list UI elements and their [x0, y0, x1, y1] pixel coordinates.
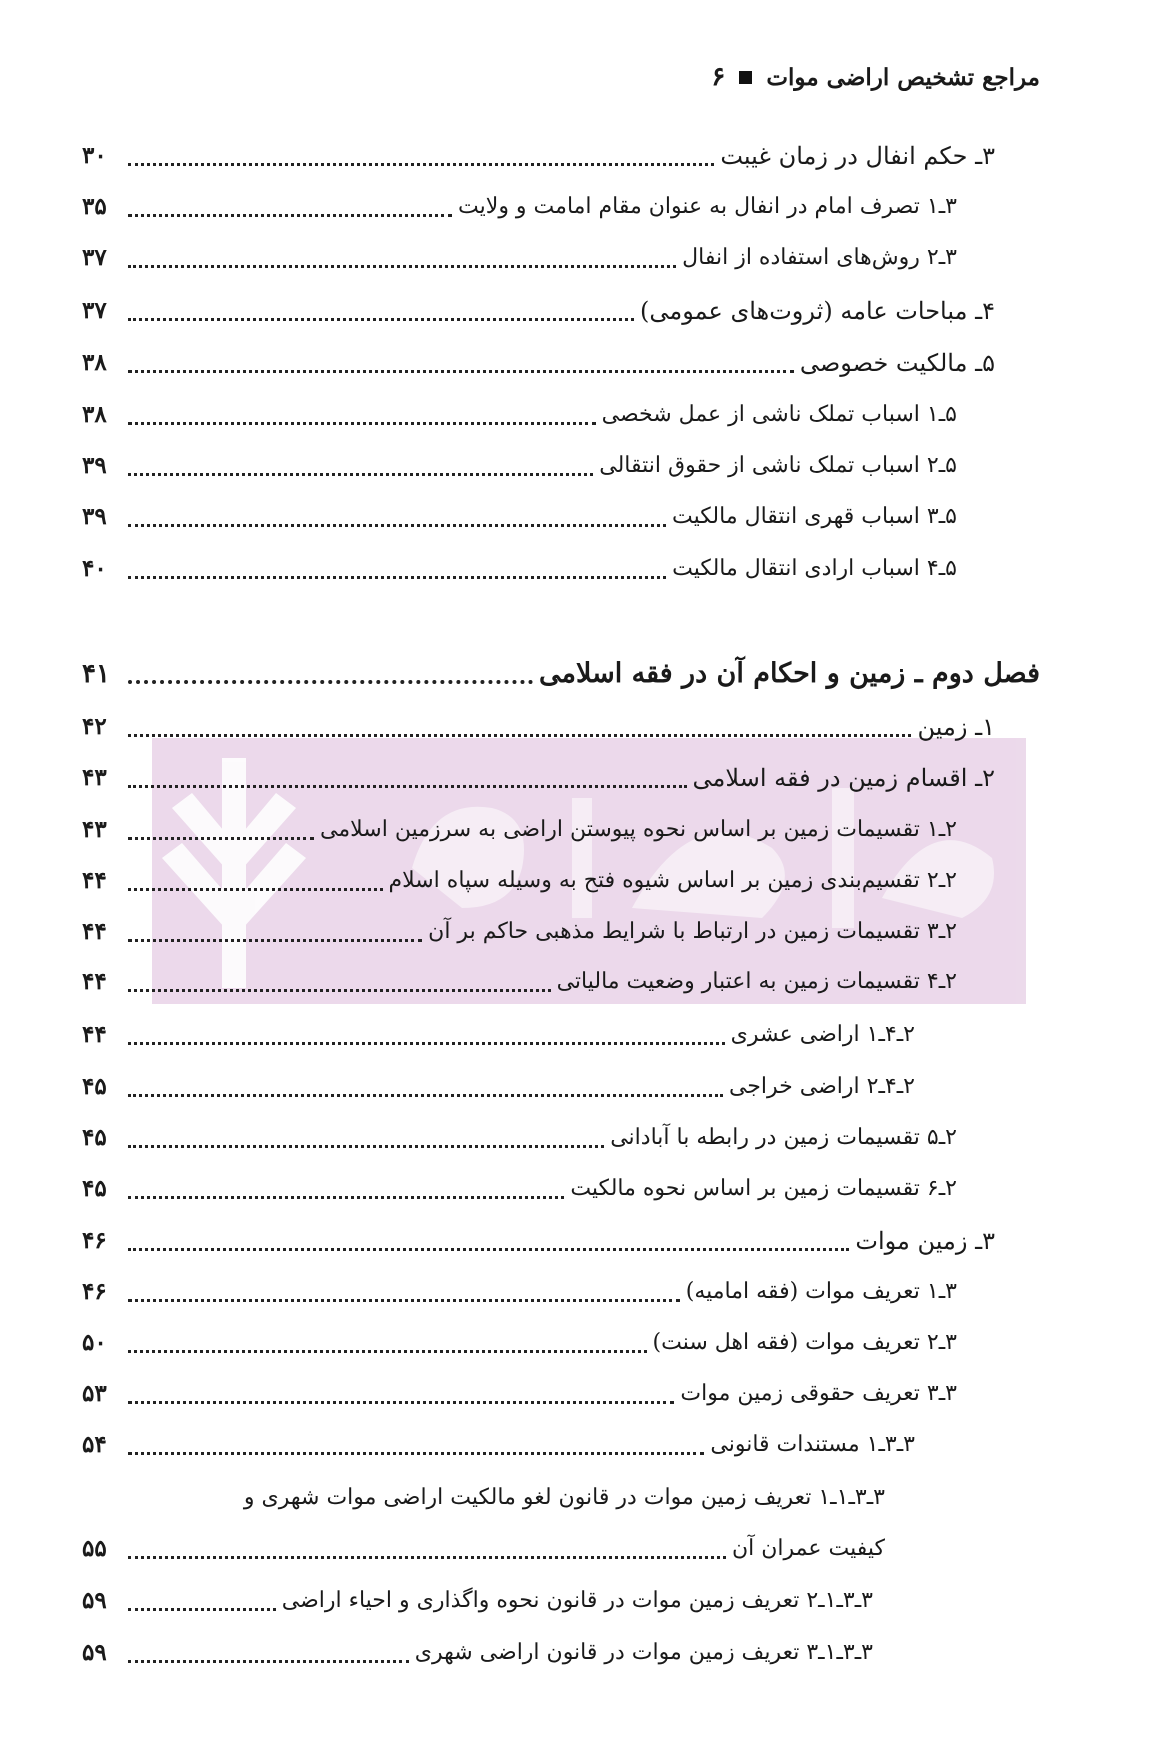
toc-entry[interactable] — [82, 187, 957, 227]
dot-leader — [128, 679, 533, 684]
toc-page-number: ۴۱ — [82, 659, 110, 689]
dot-leader — [128, 938, 422, 942]
toc-entry-title: ۵ـ مالکیت خصوصی — [799, 349, 995, 377]
toc-page-number: ۳۰ — [82, 142, 107, 169]
dot-leader — [128, 733, 911, 737]
dot-leader — [128, 1451, 704, 1455]
toc-entry[interactable] — [82, 1581, 873, 1621]
toc-page-number: ۴۰ — [82, 555, 107, 582]
toc-page-number: ۴۲ — [82, 713, 107, 740]
toc-entry-title: ۳ـ۳ـ۱ـ۳ تعریف زمین موات در قانون اراضی شهری — [414, 1640, 873, 1665]
toc-page-number: ۳۸ — [82, 401, 107, 428]
toc-page-number: ۵۴ — [82, 1431, 107, 1458]
toc-page-number: ۵۹ — [82, 1639, 107, 1666]
dot-leader — [128, 1093, 723, 1097]
toc-entry[interactable] — [82, 291, 995, 331]
toc-entry[interactable] — [82, 1118, 957, 1158]
toc-entry[interactable] — [82, 1425, 915, 1465]
toc-entry-title: ۳ـ زمین موات — [855, 1227, 995, 1255]
dot-leader — [128, 1041, 725, 1045]
dot-leader — [128, 887, 383, 891]
toc-entry[interactable] — [82, 912, 957, 952]
toc-entry[interactable] — [82, 1221, 995, 1261]
toc-entry[interactable] — [82, 810, 957, 850]
toc-entry-title: ۲ـ۴ـ۱ اراضی عشری — [730, 1022, 915, 1047]
toc-page-number: ۴۴ — [82, 867, 107, 894]
toc-entry[interactable] — [82, 758, 995, 798]
toc-entry[interactable] — [82, 1272, 957, 1312]
toc-entry-title: ۳ـ۳ تعریف حقوقی زمین موات — [680, 1381, 957, 1406]
toc-entry-title: فصل دوم ـ زمین و احکام آن در فقه اسلامی — [539, 658, 1040, 689]
toc-entry[interactable] — [82, 1374, 957, 1414]
toc-entry-title: ۲ـ۴ تقسیمات زمین به اعتبار وضعیت مالیاتی — [556, 969, 957, 994]
toc-page-number: ۳۸ — [82, 349, 107, 376]
toc-page-number: ۳۹ — [82, 452, 107, 479]
dot-leader — [128, 1298, 680, 1302]
toc-entry[interactable] — [82, 861, 957, 901]
dot-leader — [128, 784, 687, 788]
toc-entry-title: ۲ـ اقسام زمین در فقه اسلامی — [692, 764, 995, 792]
toc-entry-title: ۲ـ۵ تقسیمات زمین در رابطه با آبادانی — [610, 1125, 957, 1150]
toc-entry-title: ۵ـ۴ اسباب ارادی انتقال مالکیت — [672, 556, 957, 581]
toc-entry-title: ۱ـ زمین — [917, 713, 995, 741]
toc-entry-title: ۲ـ۶ تقسیمات زمین بر اساس نحوه مالکیت — [570, 1176, 957, 1201]
toc-entry-title: ۳ـ۳ـ۱ـ۲ تعریف زمین موات در قانون نحوه واگذاری و احیاء اراضی — [281, 1588, 873, 1613]
dot-leader — [128, 317, 634, 321]
dot-leader — [128, 1195, 564, 1199]
toc-page-number: ۴۵ — [82, 1175, 107, 1202]
dot-leader — [128, 162, 714, 166]
toc-page-number: ۵۵ — [82, 1535, 107, 1562]
toc-entry-title: ۲ـ۲ تقسیم‌بندی زمین بر اساس شیوه فتح به وسیله سپاه اسلام — [388, 868, 957, 893]
dot-leader — [128, 1144, 604, 1148]
toc-entry[interactable] — [82, 707, 995, 747]
toc-entry-title: ۳ـ۳ـ۱ مستندات قانونی — [710, 1432, 915, 1457]
toc-entry[interactable] — [82, 962, 957, 1002]
dot-leader — [128, 472, 593, 476]
toc-chapter-heading[interactable] — [82, 654, 1040, 694]
toc-page-number: ۴۳ — [82, 764, 107, 791]
toc-page-number: ۴۳ — [82, 816, 107, 843]
dot-leader — [128, 369, 794, 373]
toc-entry-title: ۴ـ مباحات عامه (ثروت‌های عمومی) — [640, 297, 995, 325]
dot-leader — [128, 836, 314, 840]
toc-entry[interactable] — [82, 395, 957, 435]
toc-entry-title: ۵ـ۱ اسباب تملک ناشی از عمل شخصی — [601, 402, 957, 427]
toc-page-number: ۴۴ — [82, 1021, 107, 1048]
dot-leader — [128, 213, 452, 217]
toc-page-number: ۴۴ — [82, 918, 107, 945]
dot-leader — [128, 421, 596, 425]
dot-leader — [128, 575, 666, 579]
toc-page-number: ۴۶ — [82, 1227, 107, 1254]
toc-page-number: ۴۶ — [82, 1278, 107, 1305]
toc-entry[interactable] — [82, 1015, 915, 1055]
toc-entry-title: ۳ـ۲ تعریف موات (فقه اهل سنت) — [652, 1330, 957, 1355]
toc-page-number: ۳۹ — [82, 503, 107, 530]
toc-entry[interactable] — [82, 549, 957, 589]
toc-page-number: ۳۷ — [82, 297, 107, 324]
toc-page-number: ۴۴ — [82, 968, 107, 995]
toc-entry[interactable] — [82, 497, 957, 537]
toc-entry-title: ۵ـ۲ اسباب تملک ناشی از حقوق انتقالی — [599, 453, 957, 478]
toc-entry[interactable] — [82, 1323, 957, 1363]
toc-page-number: ۴۵ — [82, 1073, 107, 1100]
toc-page-number: ۵۳ — [82, 1380, 107, 1407]
toc-entry[interactable] — [82, 343, 995, 383]
toc-entry-title: ۲ـ۴ـ۲ اراضی خراجی — [728, 1074, 915, 1099]
dot-leader — [128, 1659, 409, 1663]
dot-leader — [128, 988, 551, 992]
dot-leader — [128, 1247, 849, 1251]
toc-entry[interactable] — [82, 238, 957, 278]
dot-leader — [128, 1607, 276, 1611]
toc-entry-title: ۲ـ۱ تقسیمات زمین بر اساس نحوه پیوستن اراضی به سرزمین اسلامی — [320, 817, 957, 842]
toc-entry-title: ۳ـ۱ تعریف موات (فقه امامیه) — [685, 1279, 957, 1304]
dot-leader — [128, 264, 676, 268]
toc-entry[interactable] — [82, 1169, 957, 1209]
toc-entry[interactable] — [82, 1529, 885, 1569]
toc-page-number: ۵۹ — [82, 1587, 107, 1614]
toc-entry-title: ۲ـ۳ تقسیمات زمین در ارتباط با شرایط مذهبی حاکم بر آن — [428, 919, 957, 944]
dot-leader — [128, 1400, 674, 1404]
toc-page-number: ۳۷ — [82, 244, 107, 271]
toc-page-number: ۴۵ — [82, 1124, 107, 1151]
toc-page-number: ۳۵ — [82, 193, 107, 220]
toc-entry-title: ۳ـ حکم انفال در زمان غیبت — [720, 142, 995, 170]
book-title: مراجع تشخیص اراضی موات — [766, 63, 1040, 91]
dot-leader — [128, 1349, 647, 1353]
toc-entry-title: کیفیت عمران آن — [732, 1536, 885, 1561]
toc-entry[interactable] — [82, 1633, 873, 1673]
toc-entry[interactable] — [82, 136, 995, 176]
toc-entry[interactable] — [82, 1067, 915, 1107]
toc-entry[interactable] — [82, 446, 957, 486]
toc-entry-title: ۳ـ۱ تصرف امام در انفال به عنوان مقام امامت و ولایت — [458, 194, 957, 219]
dot-leader — [128, 523, 666, 527]
toc-entry-title-line1: ۳ـ۳ـ۱ـ۱ تعریف زمین موات در قانون لغو مالکیت اراضی موات شهری و — [243, 1485, 885, 1510]
dot-leader — [128, 1555, 726, 1559]
toc-entry-title: ۵ـ۳ اسباب قهری انتقال مالکیت — [672, 504, 957, 529]
page-number: ۶ — [711, 62, 726, 92]
toc-page-number: ۵۰ — [82, 1329, 107, 1356]
toc-entry-title: ۳ـ۲ روش‌های استفاده از انفال — [682, 245, 957, 270]
